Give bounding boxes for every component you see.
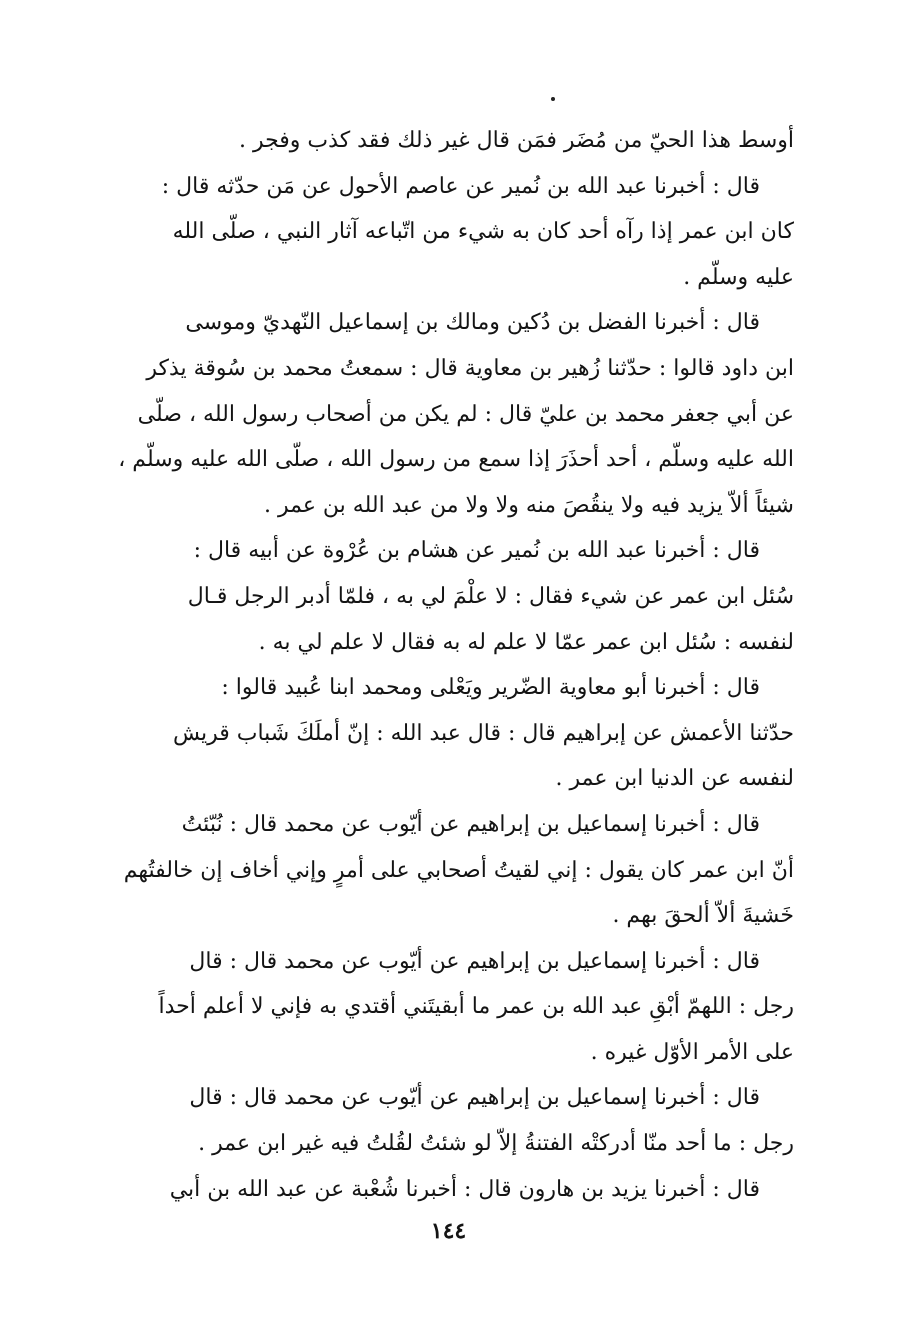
text-line: قال : أخبرنا إسماعيل بن إبراهيم عن أيّوب عن محمد قال : قال — [189, 1085, 760, 1111]
text-line: خَشيةَ ألاّ ألحقَ بهم . — [612, 903, 794, 929]
text-line: ابن داود قالوا : حدّثنا زُهير بن معاوية قال : سمعتُ محمد بن سُوقة يذكر — [146, 355, 794, 381]
text-line: عن أبي جعفر محمد بن عليّ قال : لم يكن من أصحاب رسول الله ، صلّى — [137, 401, 794, 427]
text-line: عليه وسلّم . — [683, 264, 794, 290]
text-line: لنفسه عن الدنيا ابن عمر . — [555, 766, 794, 792]
text-line: قال : أخبرنا إسماعيل بن إبراهيم عن أيّوب عن محمد قال : نُبّئتُ — [181, 811, 760, 837]
text-line: لنفسه : سُئل ابن عمر عمّا لا علم له به فقال لا علم لي به . — [258, 629, 794, 655]
text-line: قال : أخبرنا عبد الله بن نُمير عن عاصم الأحول عن مَن حدّثه قال : — [161, 173, 760, 199]
text-line: سُئل ابن عمر عن شيء فقال : لا علْمَ لي به ، فلمّا أدبر الرجل قـال — [187, 583, 794, 609]
text-line: رجل : اللهمّ أبْقِ عبد الله بن عمر ما أبقيتَني أقتدي به فإني لا أعلم أحداً — [158, 994, 794, 1020]
text-line: قال : أخبرنا يزيد بن هارون قال : أخبرنا شُعْبة عن عبد الله بن أبي — [169, 1176, 760, 1202]
text-line: أنّ ابن عمر كان يقول : إني لقيتُ أصحابي على أمرٍ وإني أخاف إن خالفتُهم — [123, 857, 794, 883]
text-line: رجل : ما أحد منّا أدركتْه الفتنةُ إلاّ لو شئتُ لقُلتُ فيه غير ابن عمر . — [198, 1131, 794, 1157]
text-line: قال : أخبرنا أبو معاوية الضّرير ويَعْلى ومحمد ابنا عُبيد قالوا : — [221, 675, 760, 701]
text-line: قال : أخبرنا الفضل بن دُكين ومالك بن إسماعيل النّهديّ وموسى — [185, 310, 760, 336]
text-line: قال : أخبرنا إسماعيل بن إبراهيم عن أيّوب عن محمد قال : قال — [189, 948, 760, 974]
page-number: ١٤٤ — [430, 1218, 467, 1244]
arabic-text-body — [92, 118, 794, 1212]
text-line: أوسط هذا الحيّ من مُضَر فمَن قال غير ذلك فقد كذب وفجر . — [238, 128, 794, 153]
scan-speck — [551, 97, 555, 101]
text-line: كان ابن عمر إذا رآه أحد كان به شيء من اتّباعه آثار النبي ، صلّى الله — [172, 219, 794, 245]
text-line: حدّثنا الأعمش عن إبراهيم قال : قال عبد الله : إنّ أملَكَ شَباب قريش — [172, 720, 794, 746]
text-line: قال : أخبرنا عبد الله بن نُمير عن هشام بن عُرْوة عن أبيه قال : — [193, 538, 760, 564]
text-line: شيئاً ألاّ يزيد فيه ولا ينقُصَ منه ولا ولا من عبد الله بن عمر . — [263, 492, 794, 518]
text-line: على الأمر الأوّل غيره . — [590, 1039, 794, 1065]
text-line: الله عليه وسلّم ، أحد أحذَرَ إذا سمع من رسول الله ، صلّى الله عليه وسلّم ، — [118, 447, 794, 473]
